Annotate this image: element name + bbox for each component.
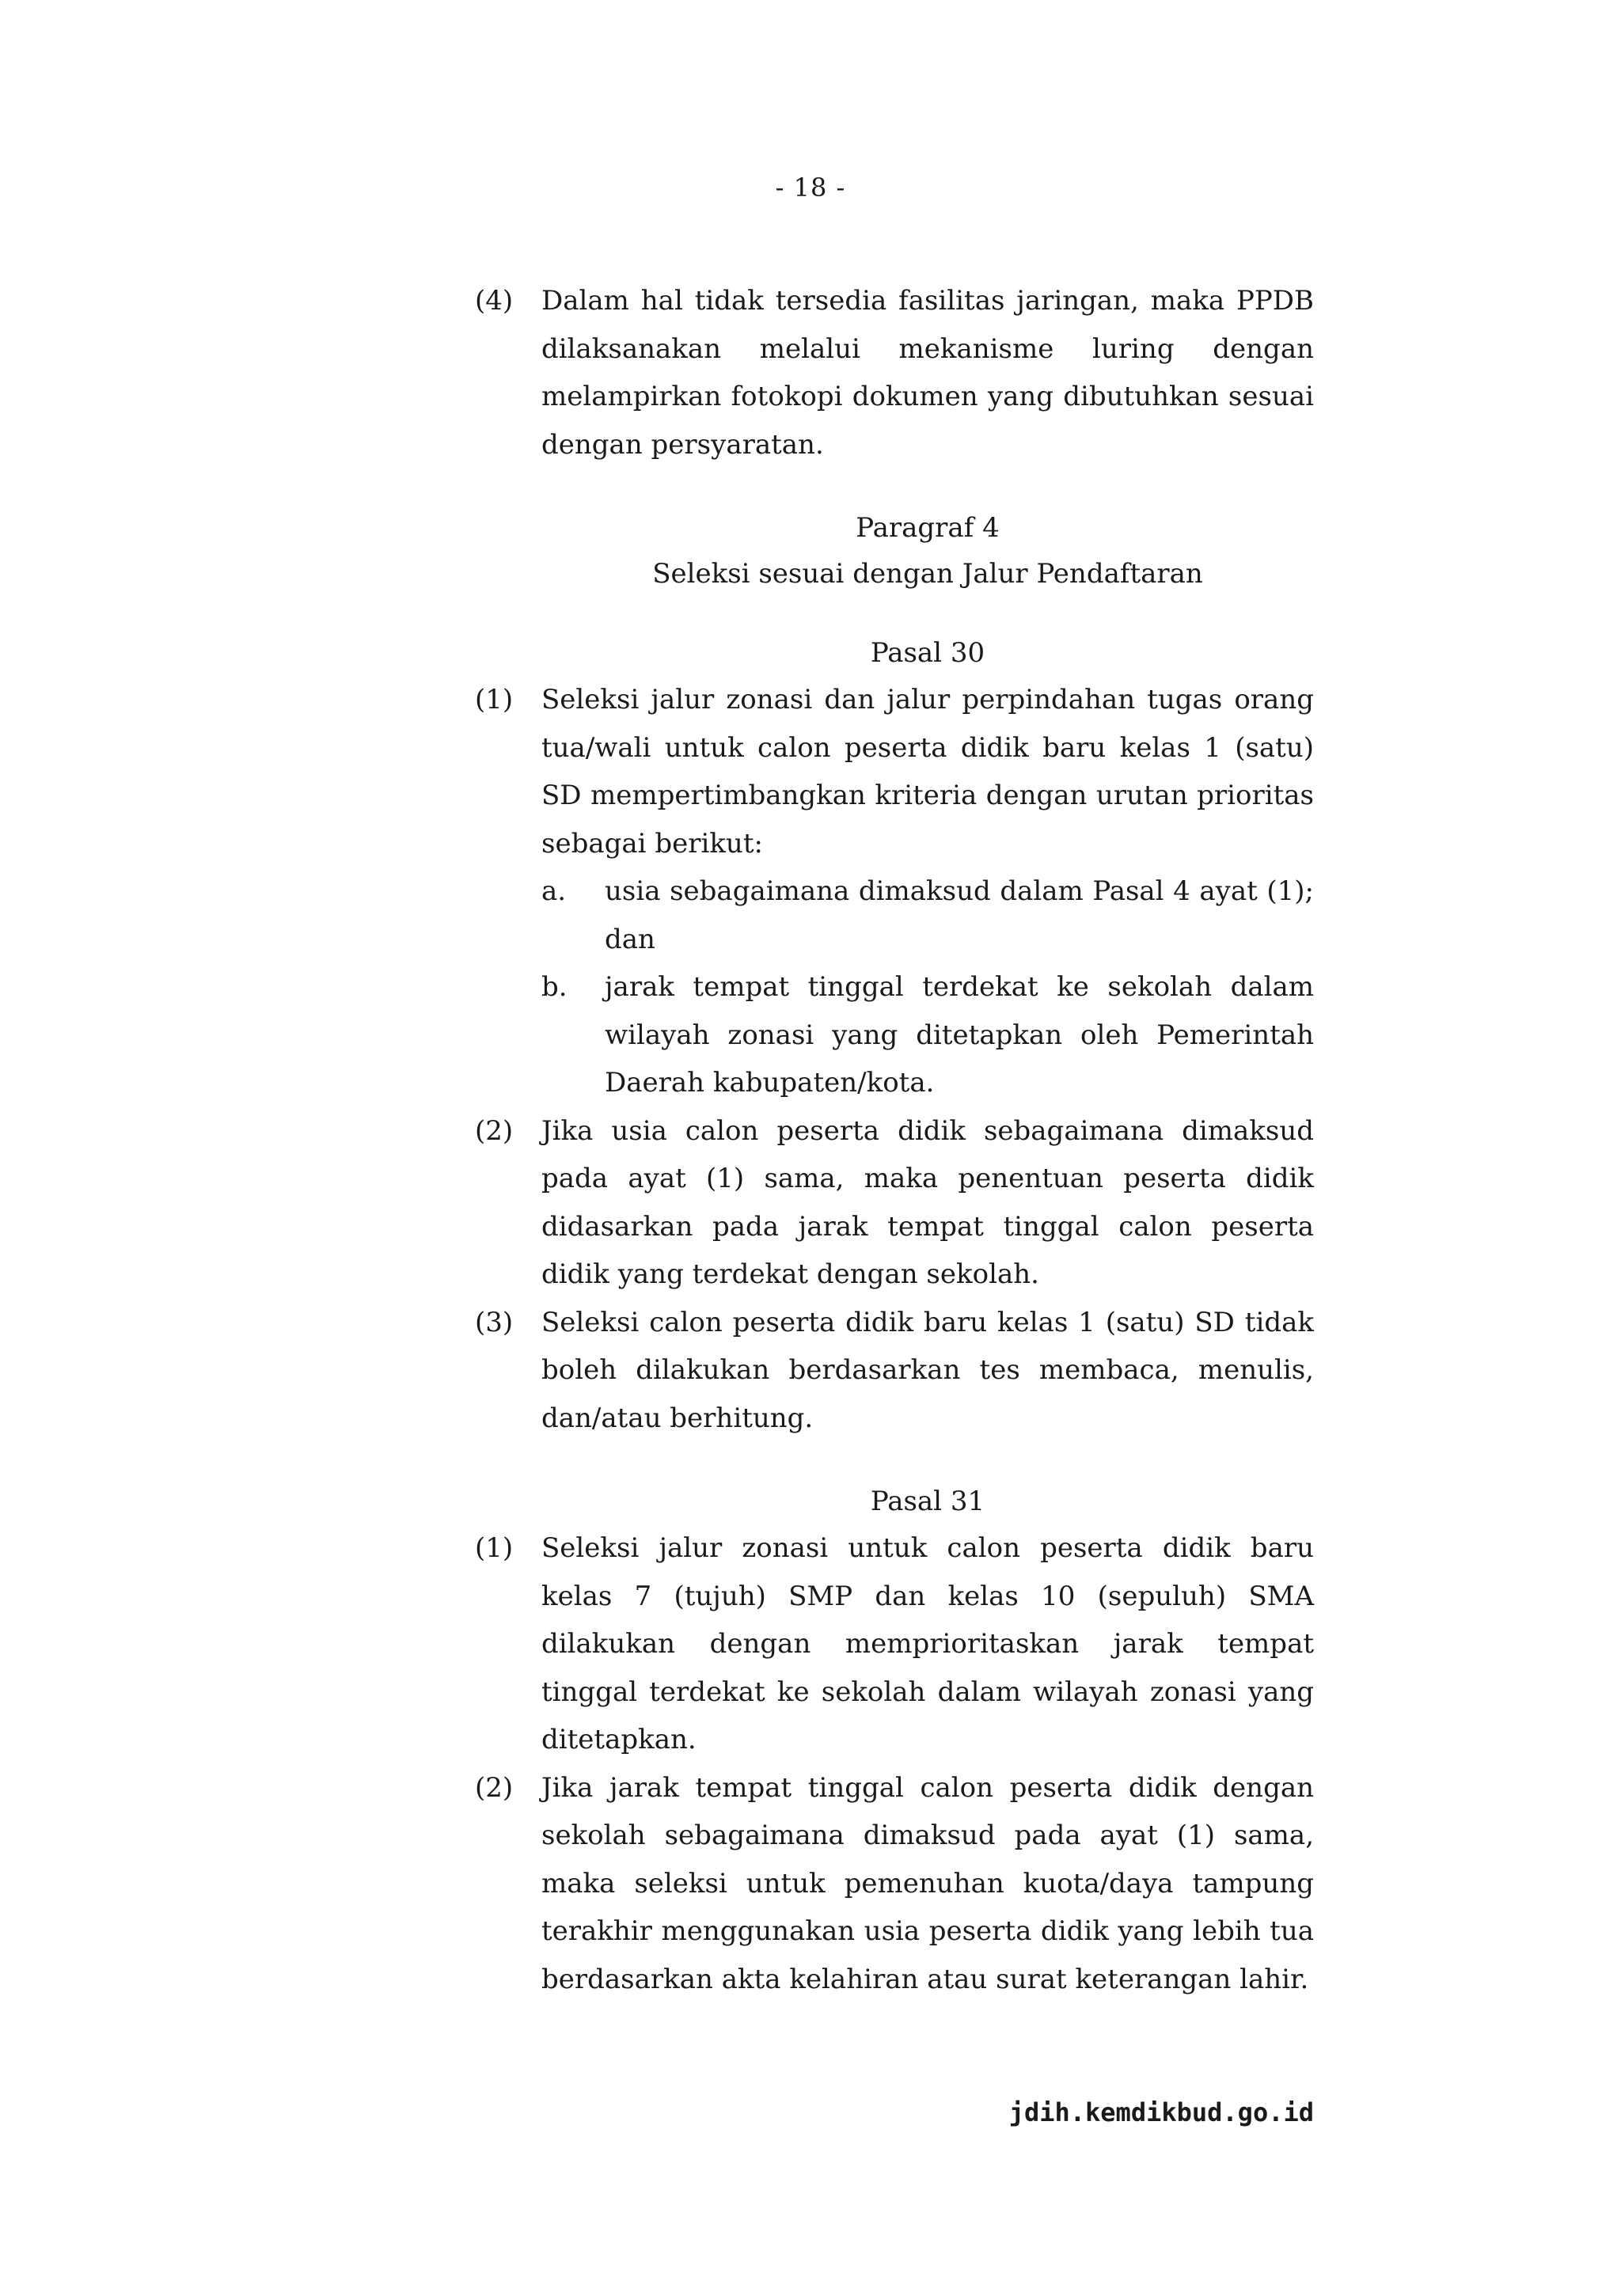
list-item (541, 963, 1314, 1107)
ayat-number: (2) (475, 1771, 514, 1804)
pasal-31-title: Pasal 31 (870, 1486, 985, 1517)
ayat-text: Seleksi jalur zonasi untuk calon peserta didik baru kelas 7 (tujuh) SMP dan kelas 10 (sepuluh) SMA dilakukan dengan memprioritaskan jarak tempat tinggal terdekat ke sekolah dalam wilayah zonasi yang ditetapkan. (541, 1532, 1314, 1755)
ayat-number: (3) (475, 1306, 514, 1338)
document-body (475, 277, 1314, 2003)
pasal-30-title: Pasal 30 (870, 637, 985, 669)
list-item-text: usia sebagaimana dimaksud dalam Pasal 4 ayat (1); dan (605, 875, 1314, 955)
ayat-text: Jika usia calon peserta didik sebagaimana dimaksud pada ayat (1) sama, maka penentuan peserta didik didasarkan pada jarak tempat tinggal calon peserta didik yang terdekat dengan sekolah. (541, 1114, 1314, 1290)
ayat-text: Seleksi jalur zonasi dan jalur perpindahan tugas orang tua/wali untuk calon peserta didik baru kelas 1 (satu) SD mempertimbangkan kriteria dengan urutan prioritas sebagai berikut: (541, 684, 1314, 860)
ayat-text: Seleksi calon peserta didik baru kelas 1 (satu) SD tidak boleh dilakukan berdasarkan tes membaca, menulis, dan/atau berhitung. (541, 1306, 1314, 1434)
pasal-31-ayat-1 (475, 1524, 1314, 1764)
footer-site-link[interactable]: jdih.kemdikbud.go.id (1008, 2097, 1314, 2127)
ayat-number: (1) (475, 684, 514, 715)
ayat-text: Dalam hal tidak tersedia fasilitas jaringan, maka PPDB dilaksanakan melalui mekanisme luring dengan melampirkan fotokopi dokumen yang dibutuhkan sesuai dengan persyaratan. (541, 285, 1314, 461)
list-item-text: jarak tempat tinggal terdekat ke sekolah dalam wilayah zonasi yang ditetapkan oleh Pemerintah Daerah kabupaten/kota. (605, 971, 1314, 1099)
pasal-30-ayat-1 (475, 676, 1314, 1107)
ayat-text: Jika jarak tempat tinggal calon peserta didik dengan sekolah sebagaimana dimaksud pada ayat (1) sama, maka seleksi untuk pemenuhan kuota/daya tampung terakhir menggunakan usia peserta didik yang lebih tua berdasarkan akta kelahiran atau surat keterangan lahir. (541, 1771, 1314, 1995)
paragraf-title: Paragraf 4 (856, 512, 1000, 544)
list-item (541, 867, 1314, 963)
list-item-letter: a. (541, 875, 567, 907)
page-number: - 18 - (775, 173, 846, 203)
pasal-30-ayat-3 (475, 1299, 1314, 1443)
ayat-number: (1) (475, 1532, 514, 1564)
pasal-30-ayat-2 (475, 1107, 1314, 1299)
criteria-list (541, 867, 1314, 1107)
paragraf-subtitle: Seleksi sesuai dengan Jalur Pendaftaran (652, 558, 1203, 590)
list-item-letter: b. (541, 971, 568, 1003)
ayat-number: (4) (475, 285, 514, 317)
ayat-4 (475, 277, 1314, 469)
pasal-31-ayat-2 (475, 1764, 1314, 2004)
ayat-number: (2) (475, 1114, 514, 1147)
